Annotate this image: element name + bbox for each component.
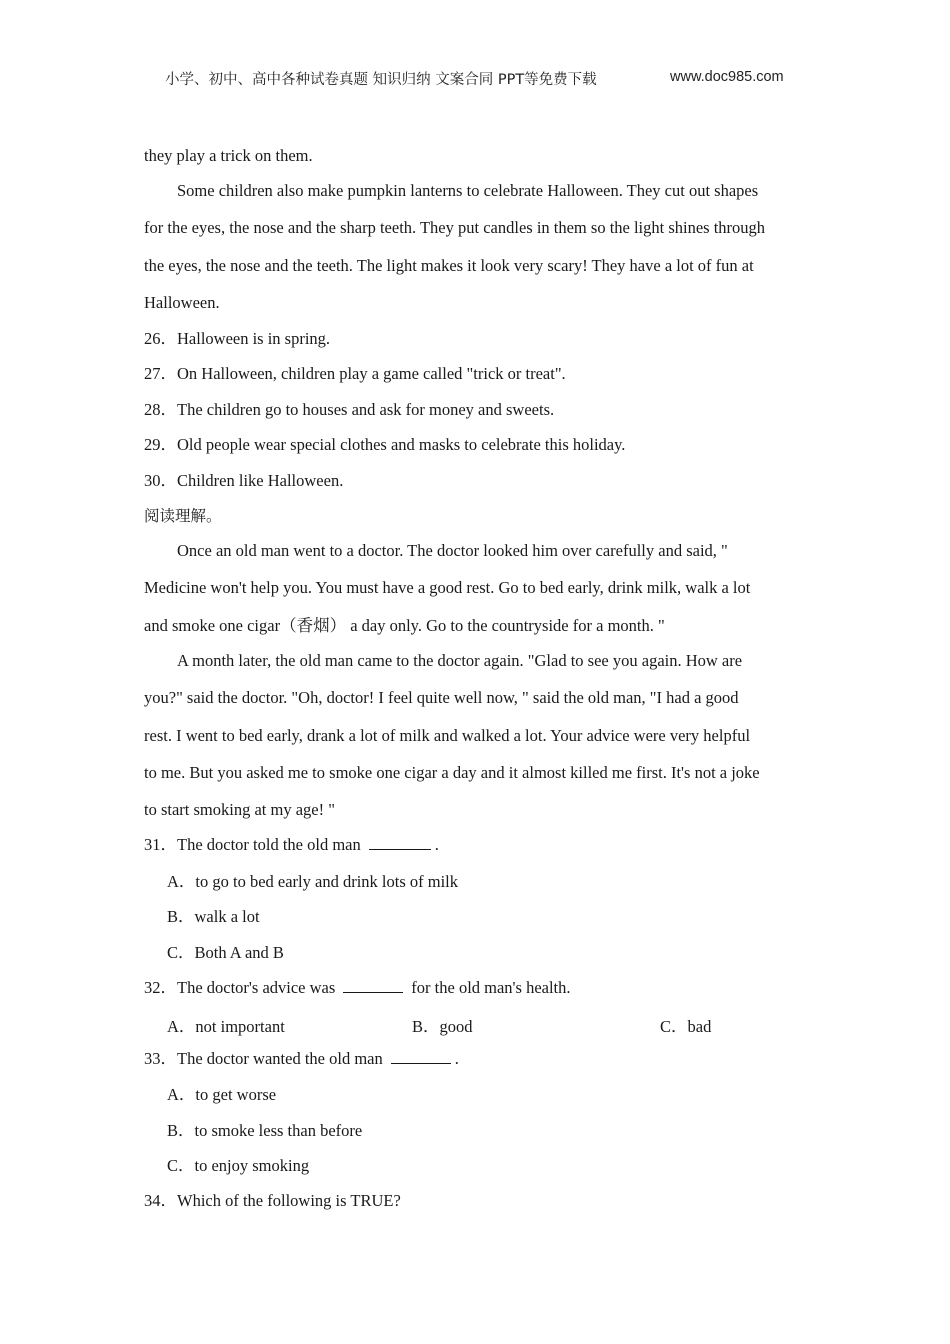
section-title: 阅读理解。 bbox=[144, 507, 222, 525]
question-32-stem: 32．The doctor's advice was bbox=[144, 978, 336, 997]
passage1-line-5: Halloween. bbox=[144, 293, 220, 312]
passage2-line-8: to start smoking at my age! " bbox=[144, 800, 335, 819]
question-33-option-c[interactable]: C．to enjoy smoking bbox=[167, 1156, 310, 1175]
question-31-option-a[interactable]: A．to go to bed early and drink lots of milk bbox=[167, 872, 458, 891]
question-31-stem: 31．The doctor told the old man bbox=[144, 835, 361, 854]
question-32-option-c[interactable]: C．bad bbox=[660, 1017, 712, 1036]
passage2-line-2: Medicine won't help you. You must have a good rest. Go to bed early, drink milk, walk a lot bbox=[144, 578, 751, 597]
question-32-option-a[interactable]: A．not important bbox=[167, 1017, 285, 1036]
question-30: 30．Children like Halloween. bbox=[144, 471, 344, 490]
question-32-blank[interactable] bbox=[343, 978, 403, 993]
question-31-end: . bbox=[434, 835, 439, 854]
passage1-line-1: they play a trick on them. bbox=[144, 146, 313, 165]
question-26: 26．Halloween is in spring. bbox=[144, 329, 331, 348]
question-33 bbox=[144, 1049, 459, 1069]
passage2-line-6: rest. I went to bed early, drank a lot of milk and walked a lot. Your advice were very helpful bbox=[144, 726, 751, 745]
passage2-line-4: A month later, the old man came to the doctor again. "Glad to see you again. How are bbox=[177, 651, 743, 670]
question-31 bbox=[144, 835, 439, 855]
header-site-link[interactable]: www.doc985.com bbox=[670, 69, 784, 85]
question-33-stem: 33．The doctor wanted the old man bbox=[144, 1049, 383, 1068]
passage1-line-3: for the eyes, the nose and the sharp teeth. They put candles in them so the light shines through bbox=[144, 218, 766, 237]
passage1-line-2: Some children also make pumpkin lanterns to celebrate Halloween. They cut out shapes bbox=[177, 181, 759, 200]
passage1-line-4: the eyes, the nose and the teeth. The light makes it look very scary! They have a lot of fun at bbox=[144, 256, 754, 275]
question-29: 29．Old people wear special clothes and masks to celebrate this holiday. bbox=[144, 435, 626, 454]
question-31-option-b[interactable]: B．walk a lot bbox=[167, 907, 260, 926]
question-32 bbox=[144, 978, 571, 998]
passage2-line-7: to me. But you asked me to smoke one cigar a day and it almost killed me first. It's not a joke bbox=[144, 763, 760, 782]
passage2-line-1: Once an old man went to a doctor. The doctor looked him over carefully and said, " bbox=[177, 541, 728, 560]
question-33-blank[interactable] bbox=[391, 1049, 451, 1064]
header-text: 小学、初中、高中各种试卷真题 知识归纳 文案合同 PPT等免费下载 bbox=[165, 72, 597, 88]
question-33-end: . bbox=[454, 1049, 459, 1068]
question-33-option-a[interactable]: A．to get worse bbox=[167, 1085, 277, 1104]
question-28: 28．The children go to houses and ask for money and sweets. bbox=[144, 400, 555, 419]
question-34: 34．Which of the following is TRUE? bbox=[144, 1191, 401, 1210]
passage2-line-5: you?" said the doctor. "Oh, doctor! I feel quite well now, " said the old man, "I had a good bbox=[144, 688, 739, 707]
question-32-option-b[interactable]: B．good bbox=[412, 1017, 473, 1036]
question-27: 27．On Halloween, children play a game called "trick or treat". bbox=[144, 364, 566, 383]
passage2-line-3: and smoke one cigar（香烟） a day only. Go to the countryside for a month. " bbox=[144, 616, 665, 635]
question-31-option-c[interactable]: C．Both A and B bbox=[167, 943, 284, 962]
question-31-blank[interactable] bbox=[369, 835, 431, 850]
question-33-option-b[interactable]: B．to smoke less than before bbox=[167, 1121, 363, 1140]
question-32-end: for the old man's health. bbox=[411, 978, 571, 997]
page-header bbox=[165, 68, 805, 89]
